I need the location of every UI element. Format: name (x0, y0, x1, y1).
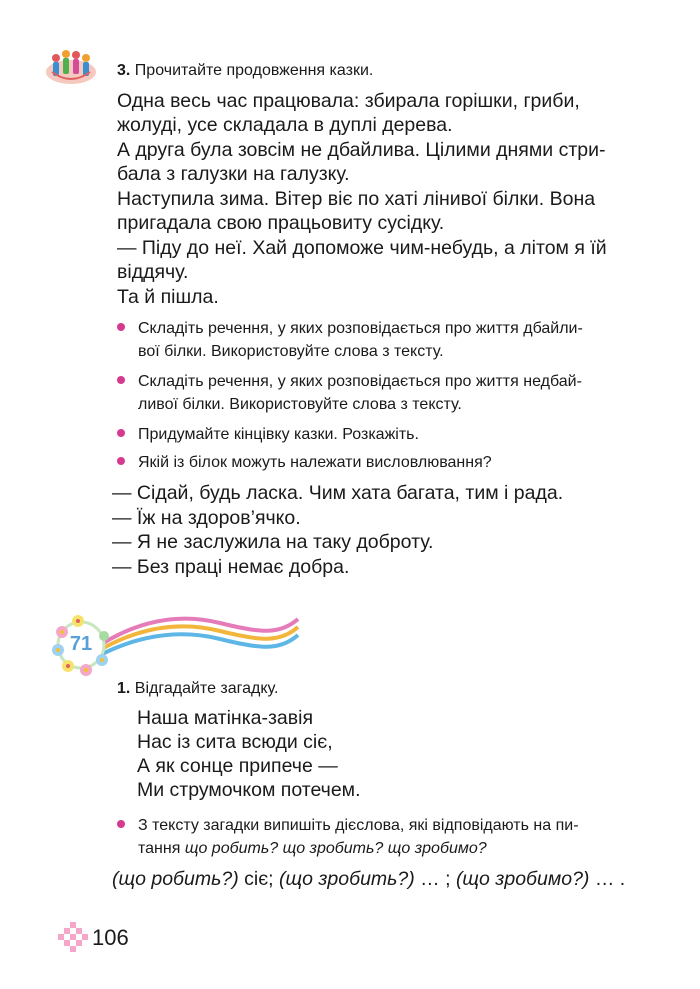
dialog-line: — Я не заслужила на таку доброту. (112, 531, 434, 553)
answer-question-1: (що робить?) (112, 868, 239, 890)
children-group-icon (44, 46, 98, 86)
riddle-line: Ми струмочком потечем. (137, 779, 361, 801)
task-1-bullet-questions: що робить? що зробить? що зробимо? (184, 840, 487, 857)
task-1-text: Відгадайте загадку. (134, 680, 279, 697)
dialog-line: — Сідай, будь ласка. Чим хата багата, тим і рада. (112, 482, 564, 504)
riddle-line: Нас із сита всюди сіє, (137, 731, 333, 753)
task-1-instruction (117, 678, 278, 699)
answer-question-3: (що зробимо?) (455, 868, 590, 890)
bullet-text: Складіть речення, у яких розповідається про життя дбайли- (138, 320, 583, 337)
bullet-dot (117, 376, 125, 384)
task-3-text: Прочитайте продовження казки. (134, 62, 374, 79)
answer-question-2: (що зробить?) (279, 868, 415, 890)
ornament-icon (58, 922, 88, 952)
task-1-bullet-line-1: З тексту загадки випишіть дієслова, які відповідають на пи- (138, 817, 579, 834)
story-line: А друга була зовсім не дбайлива. Цілими днями стри- (117, 139, 606, 161)
answer-value-1: сіє; (238, 868, 279, 890)
lesson-number: 71 (69, 633, 93, 655)
story-line: жолуді, усе складала в дуплі дерева. (117, 114, 453, 136)
story-line: віддячу. (117, 261, 189, 283)
bullet-text: Придумайте кінцівку казки. Розкажіть. (138, 426, 419, 443)
rainbow-ribbon (100, 605, 300, 655)
story-line: пригадала свою працьовиту сусідку. (117, 212, 445, 234)
riddle-line: А як сонце припече — (137, 755, 338, 777)
story-line: Одна весь час працювала: збирала горішки, гриби, (117, 90, 580, 112)
dialog-line: — Їж на здоров’ячко. (112, 507, 301, 529)
bullet-text: Якій із білок можуть належати висловлювання? (138, 454, 492, 471)
bullet-dot (117, 457, 125, 465)
bullet-dot (117, 429, 125, 437)
story-line: бала з галузки на галузку. (117, 163, 350, 185)
story-line: Наступила зима. Вітер віє по хаті лінивої білки. Вона (117, 188, 596, 210)
task-1-bullet-plain: тання (138, 840, 185, 857)
task-3-instruction (117, 60, 373, 81)
bullet-text: Складіть речення, у яких розповідається про життя недбай- (138, 373, 582, 390)
riddle-line: Наша матінка-завія (137, 707, 314, 729)
task-1-number: 1. (117, 680, 131, 697)
answer-value-3: … . (589, 868, 626, 890)
dialog-line: — Без праці немає добра. (112, 556, 350, 578)
task-3-number: 3. (117, 62, 131, 79)
bullet-dot (117, 820, 125, 828)
bullet-text: вої білки. Використовуйте слова з тексту. (138, 343, 444, 360)
story-line: — Піду до неї. Хай допоможе чим-небудь, а літом я їй (117, 237, 607, 259)
story-line: Та й пішла. (117, 286, 219, 308)
bullet-text: ливої білки. Використовуйте слова з тексту. (138, 396, 462, 413)
page-number: 106 (92, 925, 129, 950)
answer-value-2: … ; (414, 868, 456, 890)
bullet-dot (117, 323, 125, 331)
answer-template (112, 867, 625, 891)
task-1-bullet-line-2 (138, 838, 487, 859)
